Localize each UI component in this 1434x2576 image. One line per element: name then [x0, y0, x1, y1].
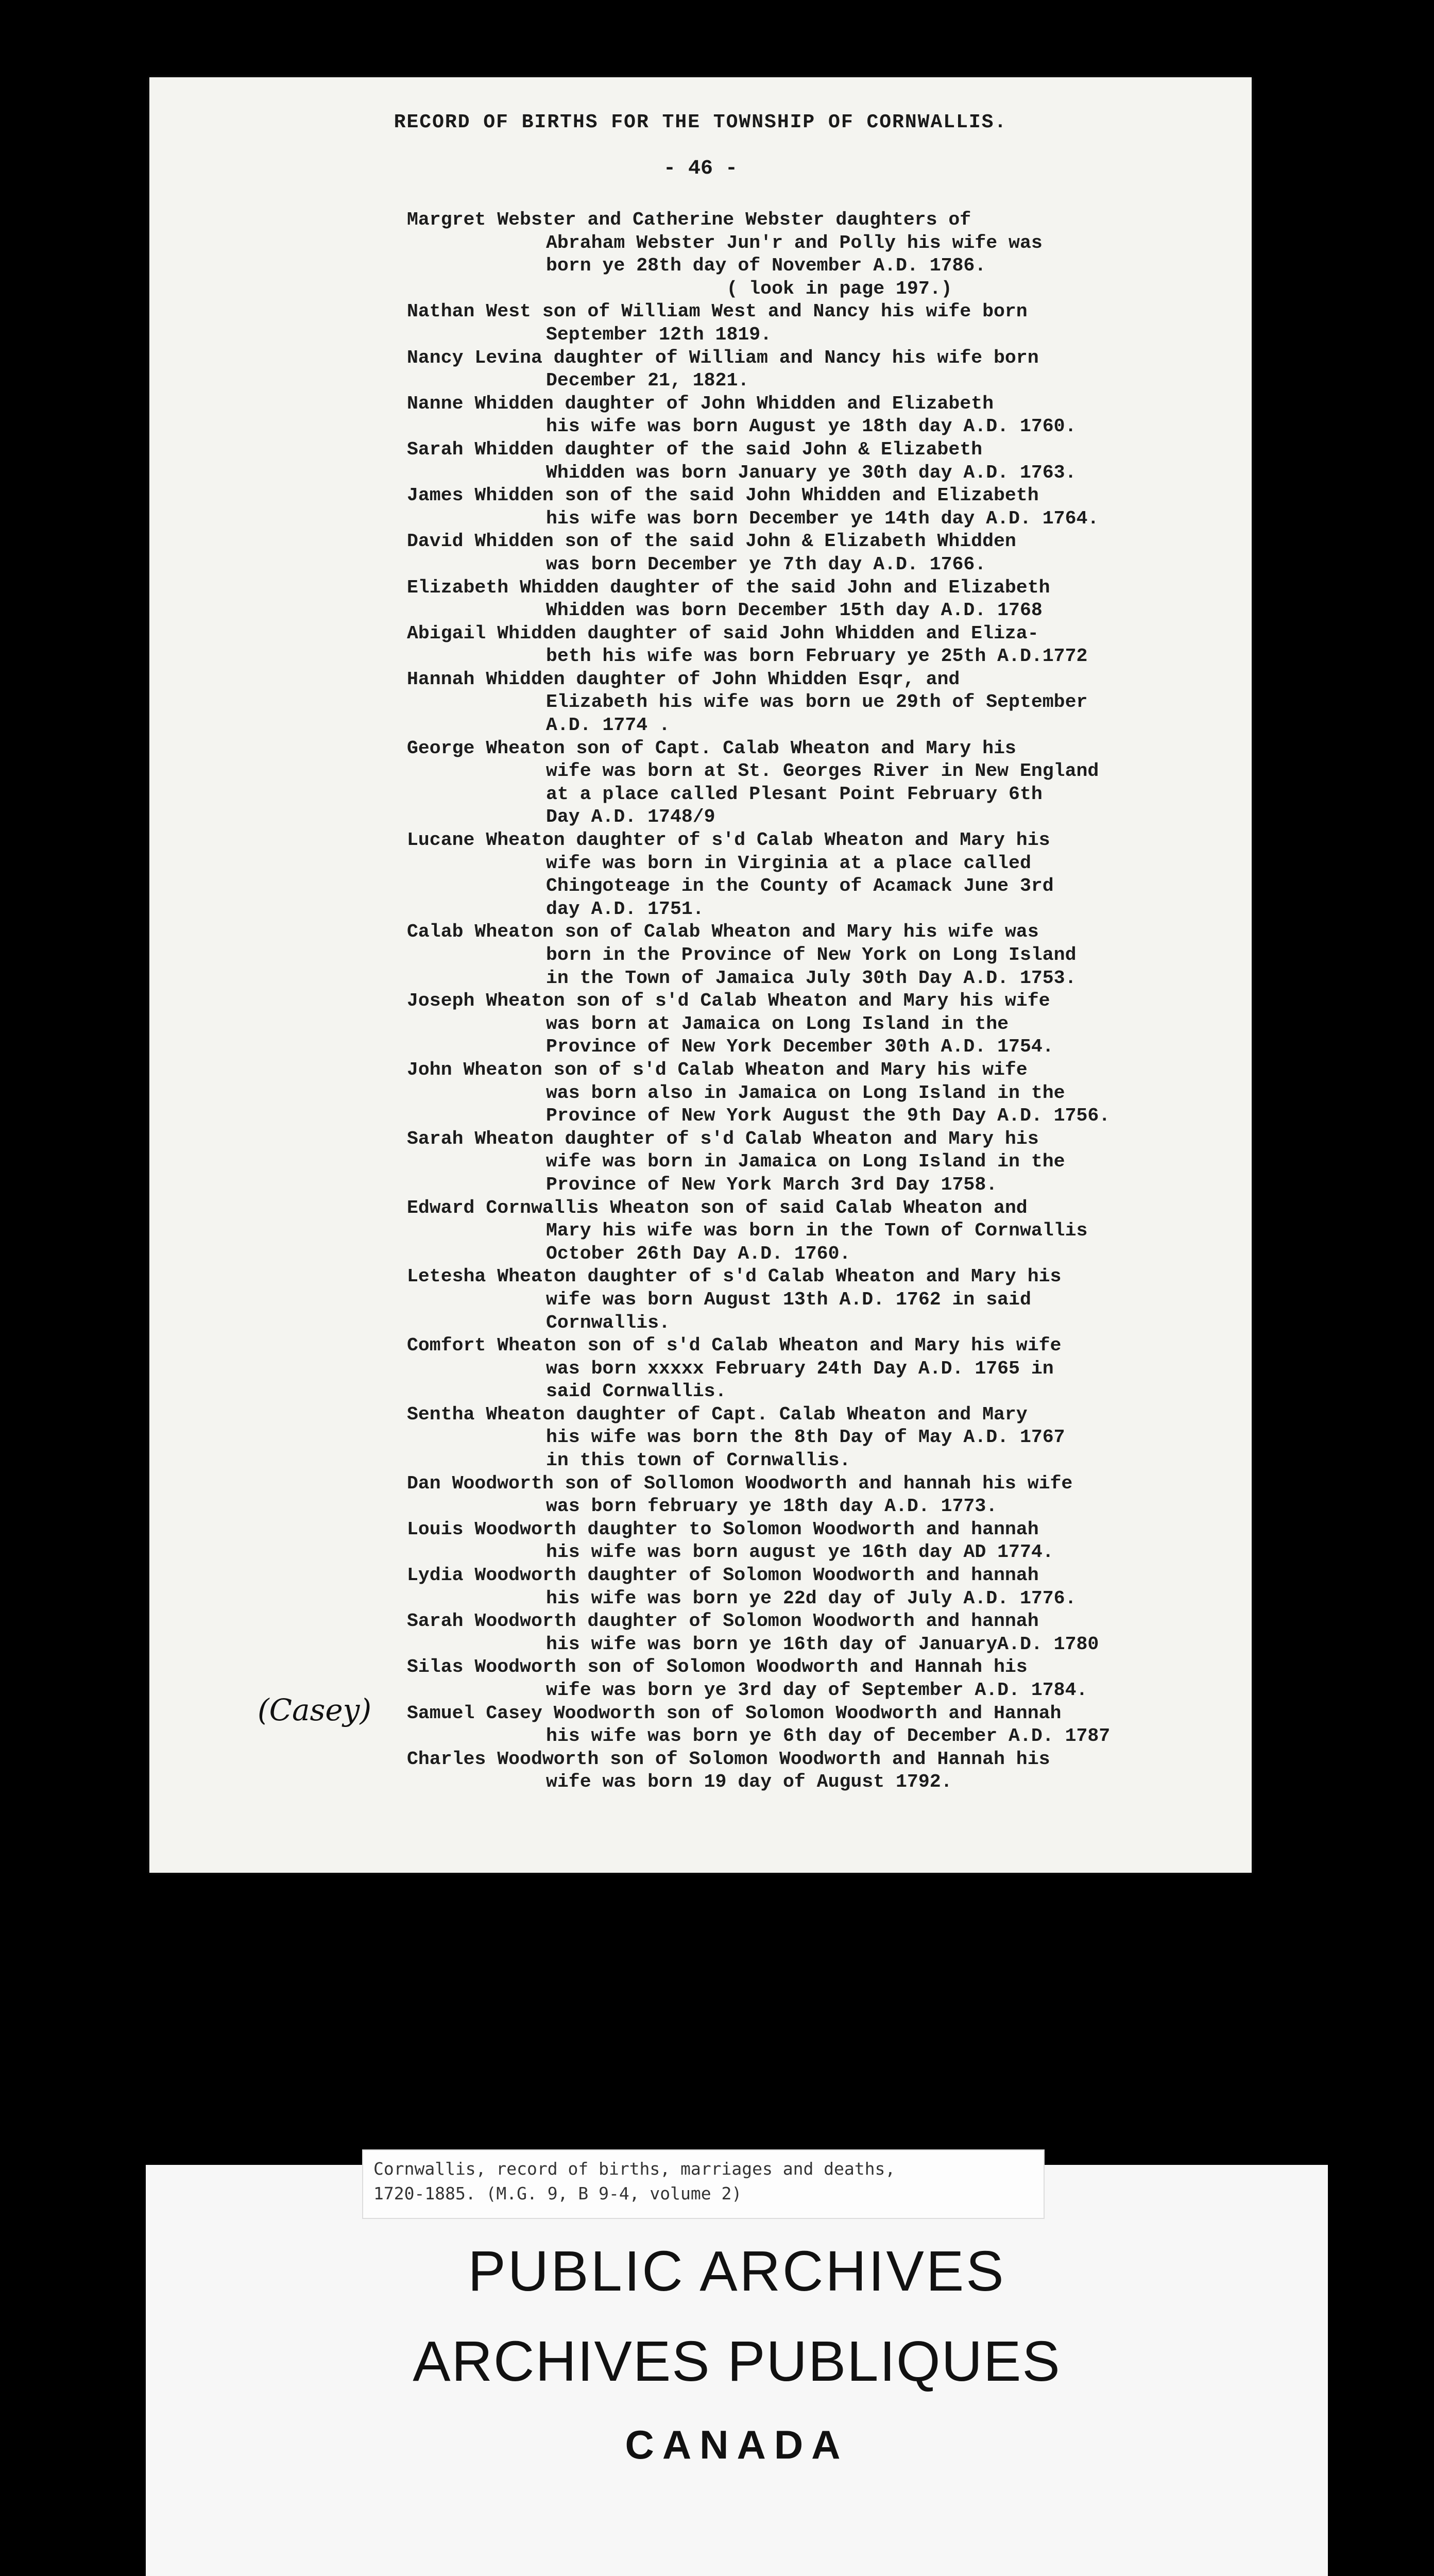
record-entry — [407, 577, 1262, 622]
record-entry-continuation-line: Day A.D. 1748/9 — [546, 806, 715, 828]
record-entry — [407, 1702, 1262, 1748]
record-entry — [407, 1472, 1262, 1518]
record-entry — [407, 829, 1262, 921]
record-entry-first-line: Silas Woodworth son of Solomon Woodworth and Hannah his — [407, 1656, 1028, 1678]
record-entry — [407, 1059, 1262, 1128]
record-entry-first-line: Nanne Whidden daughter of John Whidden and Elizabeth — [407, 393, 994, 414]
page-number: - 46 - — [663, 157, 738, 180]
record-entry-continuation-line: his wife was born August ye 18th day A.D. 1760. — [546, 416, 1077, 437]
record-entry-continuation-line: Mary his wife was born in the Town of Cornwallis — [546, 1220, 1088, 1242]
record-entry — [407, 990, 1262, 1059]
record-entry — [407, 622, 1262, 668]
record-entry-continuation-line: in this town of Cornwallis. — [546, 1450, 851, 1471]
record-entry-continuation-line: wife was born ye 3rd day of September A.D. 1784. — [546, 1680, 1088, 1701]
record-entry-continuation-line: wife was born in Jamaica on Long Island in the — [546, 1151, 1065, 1173]
record-entry — [407, 347, 1262, 393]
record-entry-continuation-line: was born february ye 18th day A.D. 1773. — [546, 1496, 998, 1517]
record-entry-continuation-line: wife was born 19 day of August 1792. — [546, 1771, 952, 1793]
record-entry-first-line: Nathan West son of William West and Nancy his wife born — [407, 301, 1028, 323]
record-entry — [407, 438, 1262, 484]
record-entry — [407, 1610, 1262, 1656]
record-entry-continuation-line: day A.D. 1751. — [546, 898, 704, 920]
record-entry — [407, 1518, 1262, 1564]
source-label-line-2: 1720-1885. (M.G. 9, B 9-4, volume 2) — [373, 2183, 742, 2204]
record-entry — [407, 921, 1262, 990]
record-entry — [407, 209, 1262, 300]
record-entry-continuation-line: Province of New York December 30th A.D. 1754. — [546, 1036, 1054, 1058]
record-entry-continuation-line: born in the Province of New York on Long Island — [546, 944, 1077, 965]
record-entry — [407, 530, 1262, 576]
record-entry-first-line: Hannah Whidden daughter of John Whidden Esqr, and — [407, 668, 960, 690]
record-entry-continuation-line: his wife was born the 8th Day of May A.D. 1767 — [546, 1427, 1065, 1448]
record-entry-first-line: Joseph Wheaton son of s'd Calab Wheaton and Mary his wife — [407, 990, 1050, 1012]
record-entry-first-line: James Whidden son of the said John Whidden and Elizabeth — [407, 485, 1039, 506]
record-entry-first-line: Abigail Whidden daughter of said John Whidden and Eliza- — [407, 622, 1039, 644]
record-entry-continuation-line: in the Town of Jamaica July 30th Day A.D. 1753. — [546, 967, 1077, 989]
record-entry — [407, 1334, 1262, 1403]
archive-line-english: PUBLIC ARCHIVES — [468, 2240, 1006, 2303]
record-entry-continuation-line: Abraham Webster Jun'r and Polly his wife was — [546, 232, 1043, 253]
record-entry-first-line: Letesha Wheaton daughter of s'd Calab Wheaton and Mary his — [407, 1266, 1062, 1287]
record-entry-first-line: Elizabeth Whidden daughter of the said John and Elizabeth — [407, 577, 1050, 598]
archive-line-country: CANADA — [625, 2422, 849, 2467]
record-entry-first-line: Edward Cornwallis Wheaton son of said Calab Wheaton and — [407, 1197, 1028, 1218]
record-entry — [407, 1197, 1262, 1266]
record-entry-continuation-line: born ye 28th day of November A.D. 1786. — [546, 255, 986, 277]
record-entry-first-line: Charles Woodworth son of Solomon Woodworth and Hannah his — [407, 1748, 1050, 1770]
birth-record-entries — [407, 209, 1262, 1794]
record-entry-continuation-line: Cornwallis. — [546, 1312, 670, 1333]
record-entry-first-line: Lucane Wheaton daughter of s'd Calab Wheaton and Mary his — [407, 829, 1050, 851]
record-entry-first-line: Samuel Casey Woodworth son of Solomon Woodworth and Hannah — [407, 1702, 1062, 1724]
record-entry — [407, 300, 1262, 346]
record-entry — [407, 737, 1262, 829]
archive-line-french: ARCHIVES PUBLIQUES — [413, 2330, 1061, 2393]
record-entry-first-line: Comfort Wheaton son of s'd Calab Wheaton and Mary his wife — [407, 1335, 1062, 1357]
record-entry-continuation-line: said Cornwallis. — [546, 1381, 727, 1402]
record-entry-first-line: David Whidden son of the said John & Elizabeth Whidden — [407, 531, 1016, 552]
record-entry — [407, 1128, 1262, 1197]
record-entry-continuation-line: Whidden was born January ye 30th day A.D. 1763. — [546, 462, 1077, 483]
record-entry-continuation-line: was born at Jamaica on Long Island in the — [546, 1013, 1009, 1035]
record-entry-first-line: Nancy Levina daughter of William and Nancy his wife born — [407, 347, 1039, 368]
source-label-line-1: Cornwallis, record of births, marriages and deaths, — [373, 2159, 896, 2179]
record-entry — [407, 1748, 1262, 1794]
record-entry-continuation-line: September 12th 1819. — [546, 324, 772, 345]
margin-annotation: (Casey) — [258, 1692, 372, 1727]
record-entry — [407, 668, 1262, 737]
page-header: RECORD OF BIRTHS FOR THE TOWNSHIP OF CORNWALLIS. — [394, 111, 1008, 133]
record-entry-continuation-line: Province of New York August the 9th Day A.D. 1756. — [546, 1105, 1111, 1127]
record-entry-first-line: John Wheaton son of s'd Calab Wheaton and Mary his wife — [407, 1059, 1028, 1080]
record-entry-first-line: Dan Woodworth son of Sollomon Woodworth and hannah his wife — [407, 1472, 1073, 1494]
record-entry-first-line: Lydia Woodworth daughter of Solomon Woodworth and hannah — [407, 1565, 1039, 1586]
record-entry-continuation-line: his wife was born august ye 16th day AD 1774. — [546, 1541, 1054, 1563]
record-entry-first-line: Louis Woodworth daughter to Solomon Woodworth and hannah — [407, 1518, 1039, 1540]
record-entry-continuation-line: wife was born at St. Georges River in New England — [546, 760, 1099, 782]
record-entry-continuation-line: his wife was born ye 22d day of July A.D. 1776. — [546, 1587, 1077, 1609]
record-entry — [407, 1403, 1262, 1472]
record-entry — [407, 1564, 1262, 1610]
record-entry-continuation-line: A.D. 1774 . — [546, 715, 670, 736]
record-entry-continuation-line: wife was born August 13th A.D. 1762 in said — [546, 1289, 1031, 1310]
record-entry-continuation-line: December 21, 1821. — [546, 370, 749, 392]
record-entry-continuation-line: was born December ye 7th day A.D. 1766. — [546, 553, 986, 575]
record-entry-first-line: George Wheaton son of Capt. Calab Wheaton and Mary his — [407, 737, 1016, 759]
record-entry-continuation-line: at a place called Plesant Point February 6th — [546, 783, 1043, 805]
record-entry-continuation-line: Elizabeth his wife was born ue 29th of September — [546, 691, 1088, 713]
record-entry-first-line: Sarah Whidden daughter of the said John & Elizabeth — [407, 438, 983, 460]
record-entry-continuation-line: October 26th Day A.D. 1760. — [546, 1243, 851, 1264]
record-entry — [407, 1656, 1262, 1702]
record-entry-continuation-line: was born also in Jamaica on Long Island in the — [546, 1082, 1065, 1104]
record-entry-continuation-line: his wife was born December ye 14th day A.D. 1764. — [546, 507, 1099, 529]
record-entry-first-line: Sentha Wheaton daughter of Capt. Calab Wheaton and Mary — [407, 1403, 1028, 1425]
archive-card — [146, 2165, 1328, 2576]
record-entry-first-line: Sarah Woodworth daughter of Solomon Woodworth and hannah — [407, 1611, 1039, 1632]
document-page — [149, 77, 1252, 1873]
record-entry-continuation-line: Chingoteage in the County of Acamack June 3rd — [546, 875, 1054, 897]
record-entry-continuation-line: ( look in page 197.) — [546, 278, 952, 299]
record-entry-continuation-line: was born xxxxx February 24th Day A.D. 1765 in — [546, 1358, 1054, 1379]
archive-source-label — [362, 2149, 1045, 2219]
record-entry-continuation-line: wife was born in Virginia at a place called — [546, 852, 1031, 874]
record-entry-continuation-line: Whidden was born December 15th day A.D. 1768 — [546, 600, 1043, 621]
record-entry-continuation-line: his wife was born ye 16th day of JanuaryA.D. 1780 — [546, 1633, 1099, 1655]
record-entry — [407, 393, 1262, 438]
record-entry-first-line: Margret Webster and Catherine Webster daughters of — [407, 209, 971, 230]
record-entry — [407, 1265, 1262, 1334]
record-entry-continuation-line: Province of New York March 3rd Day 1758. — [546, 1174, 998, 1195]
record-entry-first-line: Sarah Wheaton daughter of s'd Calab Wheaton and Mary his — [407, 1128, 1039, 1149]
record-entry — [407, 484, 1262, 530]
record-entry-first-line: Calab Wheaton son of Calab Wheaton and Mary his wife was — [407, 921, 1039, 943]
record-entry-continuation-line: beth his wife was born February ye 25th A.D.1772 — [546, 646, 1088, 667]
record-entry-continuation-line: his wife was born ye 6th day of December A.D. 1787 — [546, 1725, 1111, 1747]
